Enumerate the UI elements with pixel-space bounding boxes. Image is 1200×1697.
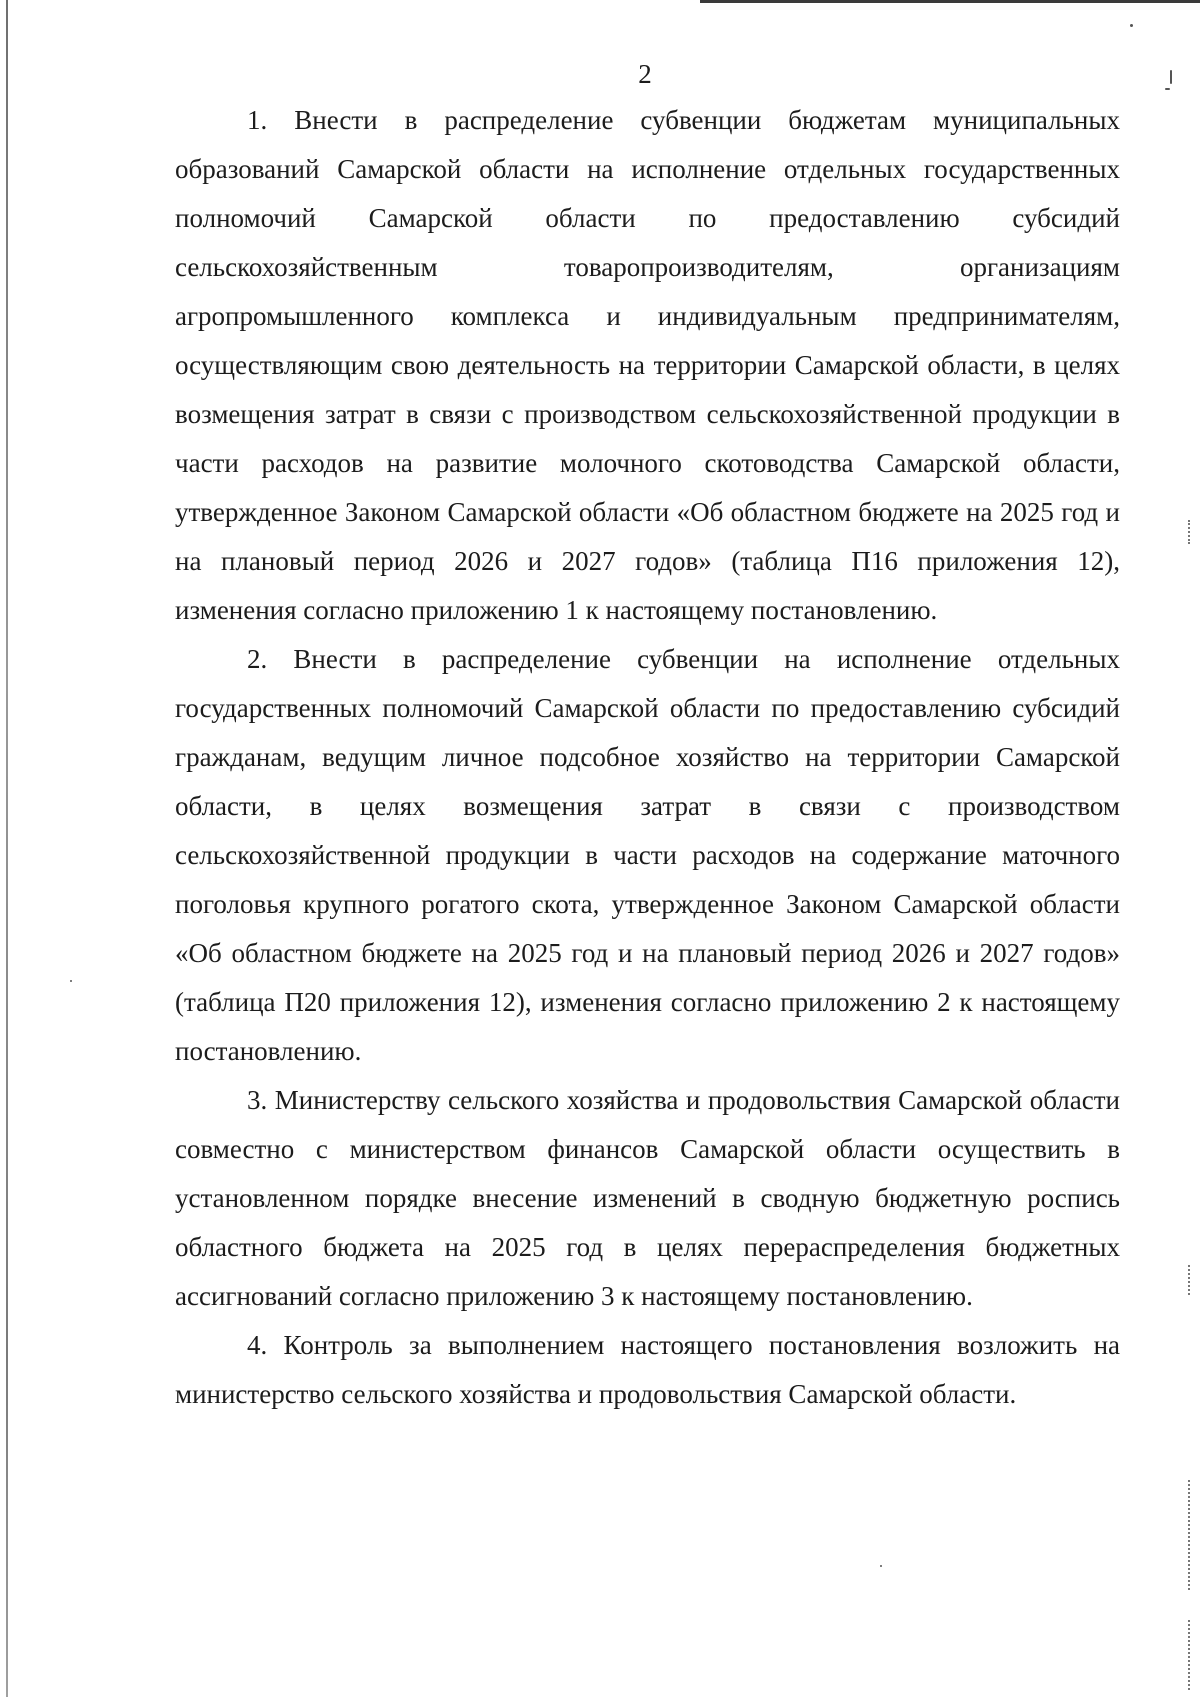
scan-speck xyxy=(70,980,72,982)
scan-speck xyxy=(1130,24,1133,27)
page-number: 2 xyxy=(638,59,652,89)
paragraph-2: 2. Внести в распределение субвенции на исполнение отдельных государственных полномочий Самарской области по предоставлению субсидий гражданам, ведущим личное подсобное хозяйство на территории Самарской области, в целях возмещения затрат в связи с производством сельскохозяйственной продукции в части расходов на содержание маточного поголовья крупного рогатого скота, утвержденное Законом Самарской области «Об областном бюджете на 2025 год и на плановый период 2026 и 2027 годов» (таблица П20 приложения 12), изменения согласно приложению 2 к настоящему постановлению. xyxy=(175,644,1120,1066)
scan-left-edge xyxy=(6,0,8,1697)
paragraph-1: 1. Внести в распределение субвенции бюджетам муниципальных образований Самарской области на исполнение отдельных государственных полномочий Самарской области по предоставлению субсидий сельскохозяйственным товаропроизводителям, организациям агропромышленного комплекса и индивидуальным предпринимателям, осуществляющим свою деятельность на территории Самарской области, в целях возмещения затрат в связи с производством сельскохозяйственной продукции в части расходов на развитие молочного скотоводства Самарской области, утвержденное Законом Самарской области «Об областном бюджете на 2025 год и на плановый период 2026 и 2027 годов» (таблица П16 приложения 12), изменения согласно приложению 1 к настоящему постановлению. xyxy=(175,105,1120,625)
document-body xyxy=(175,96,1120,1419)
paragraph-3: 3. Министерству сельского хозяйства и продовольствия Самарской области совместно с министерством финансов Самарской области осуществить в установленном порядке внесение изменений в сводную бюджетную роспись областного бюджета на 2025 год в целях перераспределения бюджетных ассигнований согласно приложению 3 к настоящему постановлению. xyxy=(175,1085,1120,1311)
scan-speck xyxy=(880,1565,882,1567)
paragraph-4: 4. Контроль за выполнением настоящего постановления возложить на министерство сельского хозяйства и продовольствия Самарской области. xyxy=(175,1330,1120,1409)
scan-top-edge xyxy=(700,0,1200,3)
scan-right-dots xyxy=(1188,520,1192,544)
scan-right-dots xyxy=(1188,1265,1192,1295)
scan-right-dots xyxy=(1188,1620,1192,1690)
scan-right-dots xyxy=(1188,1480,1192,1590)
